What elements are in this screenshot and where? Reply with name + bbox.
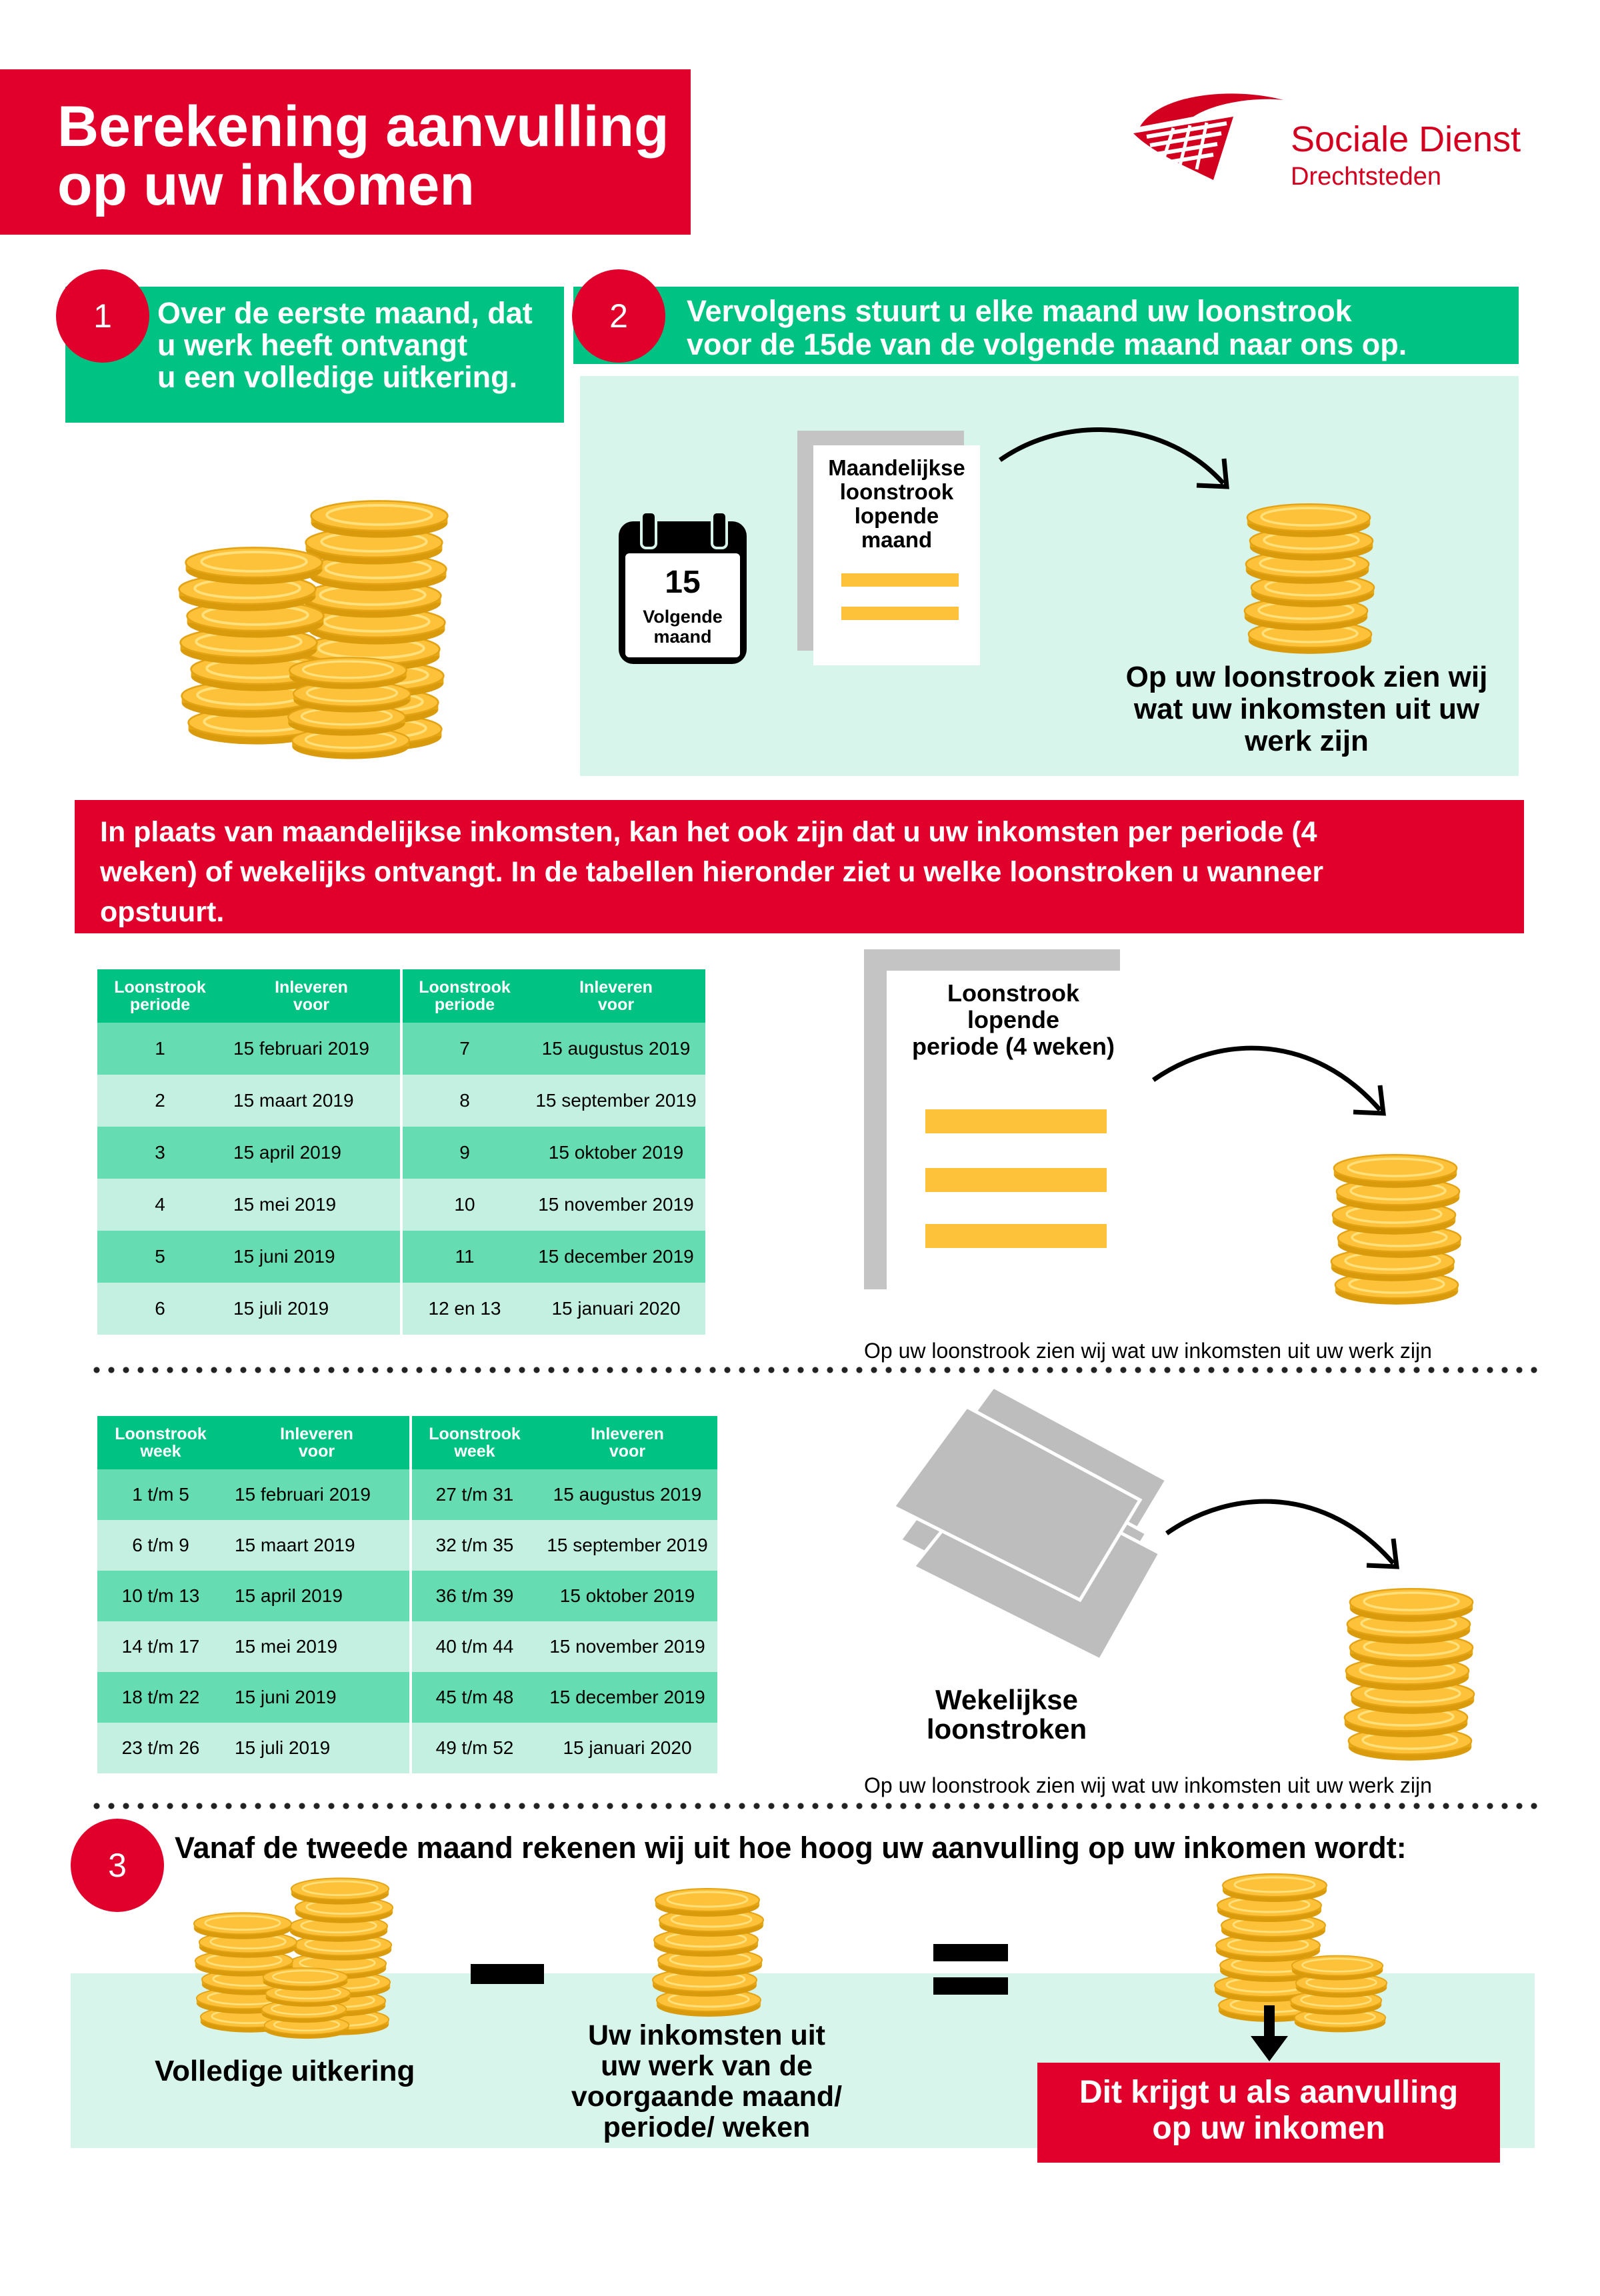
table-cell: 15 augustus 2019: [527, 1023, 705, 1075]
table-cell: 15 januari 2020: [527, 1283, 705, 1335]
logo-name-line1: Sociale Dienst: [1291, 119, 1521, 159]
calendar-day: 15: [665, 565, 701, 600]
step1-number: 1: [56, 269, 149, 363]
periode-doc-line1: Loonstrook: [947, 979, 1079, 1007]
table-cell: 15 mei 2019: [224, 1621, 411, 1672]
table-cell: 1 t/m 5: [97, 1469, 224, 1520]
step2-line1: Vervolgens stuurt u elke maand uw loonstrook: [687, 294, 1352, 328]
table-row: [97, 1520, 717, 1571]
header-text: voor: [293, 995, 330, 1014]
curved-arrow-icon: [993, 420, 1247, 500]
sociale-dienst-logo-icon: [1133, 87, 1287, 187]
header-text: week: [454, 1442, 495, 1461]
step1-line1: Over de eerste maand, dat: [157, 296, 533, 330]
table-cell: 49 t/m 52: [411, 1723, 537, 1773]
dotted-divider: [89, 1803, 1543, 1809]
header-text: voor: [597, 995, 635, 1014]
periode-doc-bar1: [925, 1109, 1107, 1133]
table-cell: 15 juli 2019: [223, 1283, 401, 1335]
calendar-label-line2: maand: [653, 627, 712, 647]
header-text: periode: [434, 995, 495, 1014]
step2-number: 2: [572, 269, 665, 363]
week-header-3: [411, 1416, 537, 1469]
term-work-income: [520, 2020, 893, 2143]
table-cell: 15 maart 2019: [224, 1520, 411, 1571]
periode-doc-line3: periode (4 weken): [911, 1033, 1115, 1060]
table-cell: 15 december 2019: [527, 1231, 705, 1283]
table-cell: 15 maart 2019: [223, 1075, 401, 1127]
weekly-payslips-label: [907, 1685, 1107, 1744]
step2-caption-line3: werk zijn: [1245, 725, 1369, 757]
result-text: [1037, 2075, 1500, 2147]
monthly-doc-line4: maand: [861, 527, 933, 552]
header-text: Inleveren: [591, 1425, 664, 1443]
table-row: [97, 1179, 705, 1231]
table-cell: 8: [401, 1075, 527, 1127]
periode-table: [97, 969, 705, 1335]
table-cell: 10 t/m 13: [97, 1571, 224, 1621]
step1-text: [157, 297, 533, 393]
table-cell: 15 november 2019: [537, 1621, 717, 1672]
step3-heading: Vanaf de tweede maand rekenen wij uit hoe hoog uw aanvulling op uw inkomen wordt:: [175, 1831, 1407, 1865]
header-text: voor: [298, 1442, 335, 1461]
table-row: [97, 1672, 717, 1723]
equals-sign-top: [933, 1944, 1008, 1961]
table-row: [97, 1023, 705, 1075]
header-text: Inleveren: [280, 1425, 353, 1443]
dotted-divider: [89, 1367, 1543, 1373]
table-cell: 15 november 2019: [527, 1179, 705, 1231]
calendar-label: [625, 607, 740, 647]
week-header-1: [97, 1416, 224, 1469]
week-header-2: [224, 1416, 411, 1469]
step2-text: [687, 295, 1407, 361]
table-cell: 15 januari 2020: [537, 1723, 717, 1773]
table-cell: 12 en 13: [401, 1283, 527, 1335]
table-cell: 15 oktober 2019: [527, 1127, 705, 1179]
step1-line3: u een volledige uitkering.: [157, 360, 518, 394]
weekly-label-line1: Wekelijkse: [935, 1684, 1079, 1715]
arrow-down-icon: [1249, 2005, 1289, 2063]
week-table: [97, 1416, 717, 1773]
monthly-doc-line3: lopende: [854, 503, 939, 528]
table-cell: 15 december 2019: [537, 1672, 717, 1723]
table-cell: 15 augustus 2019: [537, 1469, 717, 1520]
header-text: voor: [609, 1442, 646, 1461]
coin-stack-icon: [1340, 1587, 1487, 1767]
table-row: [97, 1231, 705, 1283]
header-text: Inleveren: [275, 978, 348, 997]
table-cell: 15 mei 2019: [223, 1179, 401, 1231]
table-cell: 23 t/m 26: [97, 1723, 224, 1773]
periode-header-4: [527, 969, 705, 1023]
periode-doc-bar3: [925, 1224, 1107, 1248]
info-banner-text: [100, 812, 1323, 932]
banner-line1: In plaats van maandelijkse inkomsten, kan het ook zijn dat u uw inkomsten per periode (4: [100, 816, 1317, 848]
coin-stack-icon: [1240, 500, 1387, 660]
monthly-payslip-label: [813, 456, 980, 552]
calendar-label-line1: Volgende: [643, 607, 723, 627]
coin-stacks-illustration: [190, 1875, 403, 2048]
table-cell: 6 t/m 9: [97, 1520, 224, 1571]
calendar-ring-right: [711, 511, 728, 549]
minus-sign: [471, 1964, 544, 1984]
step2-caption: [1080, 661, 1533, 757]
term2-line4: periode/ weken: [603, 2111, 811, 2143]
header-text: Loonstrook: [419, 978, 511, 997]
result-line2: op uw inkomen: [1152, 2111, 1385, 2146]
table-cell: 45 t/m 48: [411, 1672, 537, 1723]
banner-line2: weken) of wekelijks ontvangt. In de tabellen hieronder ziet u welke loonstroken u wanneer: [100, 856, 1324, 888]
banner-line3: opstuurt.: [100, 896, 225, 928]
table-cell: 27 t/m 31: [411, 1469, 537, 1520]
coin-stacks-illustration: [160, 480, 473, 767]
weekly-label-line2: loonstroken: [926, 1713, 1087, 1745]
table-cell: 5: [97, 1231, 223, 1283]
monthly-doc-line2: loonstrook: [839, 479, 954, 504]
equals-sign-bottom: [933, 1977, 1008, 1995]
page-title-line1: Berekening aanvulling: [57, 95, 669, 159]
curved-arrow-icon: [1160, 1487, 1413, 1573]
periode-caption: Op uw loonstrook zien wij wat uw inkomsten uit uw werk zijn: [864, 1339, 1432, 1363]
term2-line2: uw werk van de: [601, 2050, 813, 2082]
periode-header-2: [223, 969, 401, 1023]
table-cell: 36 t/m 39: [411, 1571, 537, 1621]
table-row: [97, 1127, 705, 1179]
table-row: [97, 1075, 705, 1127]
step1-line2: u werk heeft ontvangt: [157, 328, 468, 362]
header-text: Loonstrook: [115, 1425, 207, 1443]
week-caption: Op uw loonstrook zien wij wat uw inkomsten uit uw werk zijn: [864, 1773, 1432, 1797]
table-cell: 15 september 2019: [537, 1520, 717, 1571]
table-cell: 7: [401, 1023, 527, 1075]
table-cell: 15 april 2019: [223, 1127, 401, 1179]
table-cell: 15 oktober 2019: [537, 1571, 717, 1621]
periode-header-3: [401, 969, 527, 1023]
curved-arrow-icon: [1147, 1033, 1400, 1120]
table-cell: 10: [401, 1179, 527, 1231]
weekly-payslips-stack-icon: [893, 1380, 1173, 1673]
term-full-benefit: Volledige uitkering: [155, 2055, 415, 2087]
table-cell: 2: [97, 1075, 223, 1127]
table-cell: 15 juni 2019: [223, 1231, 401, 1283]
coin-stack-icon: [1327, 1151, 1473, 1311]
step2-caption-line1: Op uw loonstrook zien wij: [1125, 661, 1488, 693]
step2-line2: voor de 15de van de volgende maand naar ons op.: [687, 327, 1407, 361]
header-text: week: [140, 1442, 181, 1461]
periode-doc-bar2: [925, 1168, 1107, 1192]
periode-doc-line2: lopende: [967, 1006, 1059, 1033]
table-cell: 15 september 2019: [527, 1075, 705, 1127]
term2-line1: Uw inkomsten uit: [588, 2019, 825, 2051]
coin-stacks-illustration: [1207, 1867, 1393, 2040]
table-cell: 40 t/m 44: [411, 1621, 537, 1672]
table-cell: 18 t/m 22: [97, 1672, 224, 1723]
step3-number: 3: [71, 1819, 164, 1912]
calendar-ring-left: [640, 511, 657, 549]
table-row: [97, 1723, 717, 1773]
coin-stack-icon: [650, 1877, 770, 2024]
monthly-doc-bar2: [841, 607, 959, 620]
table-row: [97, 1621, 717, 1672]
header-text: Loonstrook: [114, 978, 206, 997]
result-line1: Dit krijgt u als aanvulling: [1079, 2075, 1459, 2110]
monthly-doc-line1: Maandelijkse: [828, 455, 965, 480]
periode-payslip-label: [887, 980, 1140, 1060]
table-cell: 15 juni 2019: [224, 1672, 411, 1723]
monthly-doc-bar1: [841, 573, 959, 587]
table-cell: 9: [401, 1127, 527, 1179]
table-cell: 15 februari 2019: [224, 1469, 411, 1520]
page-title-line2: op uw inkomen: [57, 153, 475, 217]
term2-line3: voorgaande maand/: [571, 2081, 843, 2113]
header-text: Inleveren: [579, 978, 653, 997]
step2-caption-line2: wat uw inkomsten uit uw: [1133, 693, 1480, 725]
table-cell: 4: [97, 1179, 223, 1231]
table-cell: 3: [97, 1127, 223, 1179]
table-cell: 1: [97, 1023, 223, 1075]
header-text: periode: [129, 995, 191, 1014]
logo-name-line2: Drechtsteden: [1291, 163, 1442, 191]
table-row: [97, 1469, 717, 1520]
table-cell: 15 juli 2019: [224, 1723, 411, 1773]
table-row: [97, 1283, 705, 1335]
periode-header-1: [97, 969, 223, 1023]
title-banner: [0, 69, 691, 235]
table-cell: 15 april 2019: [224, 1571, 411, 1621]
week-header-4: [537, 1416, 717, 1469]
table-row: [97, 1571, 717, 1621]
table-cell: 32 t/m 35: [411, 1520, 537, 1571]
table-cell: 6: [97, 1283, 223, 1335]
header-text: Loonstrook: [429, 1425, 521, 1443]
table-cell: 11: [401, 1231, 527, 1283]
table-cell: 14 t/m 17: [97, 1621, 224, 1672]
table-cell: 15 februari 2019: [223, 1023, 401, 1075]
